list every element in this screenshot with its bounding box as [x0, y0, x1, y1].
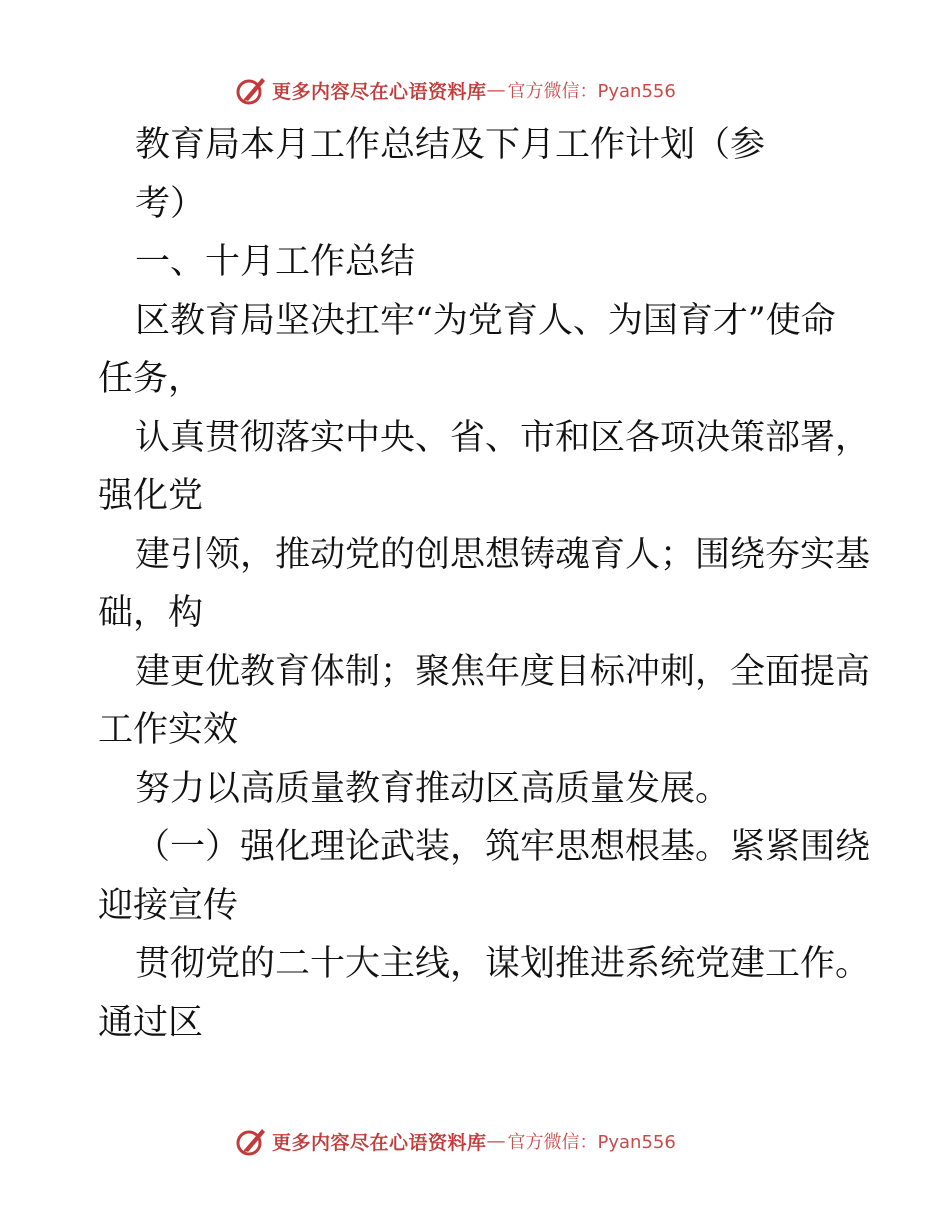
footer-banner[interactable]: [234, 1123, 676, 1159]
quill-pen-logo-icon: [234, 73, 268, 107]
paragraph-line: 建更优教育体制；聚焦年度目标冲刺，全面提高: [135, 651, 871, 692]
banner-separator: —: [486, 1130, 506, 1152]
paragraph-line: 认真贯彻落实中央、省、市和区各项决策部署，: [135, 417, 871, 458]
paragraph-line: 努力以高质量教育推动区高质量发展。: [135, 768, 731, 809]
quill-pen-logo-icon: [234, 1124, 268, 1158]
banner-separator: —: [486, 79, 506, 101]
paragraph-line: 础，构: [98, 593, 204, 633]
doc-title-line-1: 教育局本月工作总结及下月工作计划（参: [135, 125, 766, 165]
banner-wechat: 官方微信：Pyan556: [507, 81, 676, 102]
paragraph-line: 工作实效: [98, 710, 239, 750]
paragraph-line: 建引领，推动党的创思想铸魂育人；围绕夯实基: [135, 534, 871, 575]
paragraph-line: 通过区: [98, 1002, 204, 1043]
banner-title: 更多内容尽在心语资料库: [272, 80, 487, 103]
subsection-heading-line: （一）强化理论武装，筑牢思想根基。紧紧围绕: [135, 827, 871, 867]
paragraph-line: 贯彻党的二十大主线，谋划推进系统党建工作。: [135, 944, 871, 984]
paragraph-line: 强化党: [98, 476, 204, 516]
doc-title-line-2: 考）: [135, 183, 206, 224]
paragraph-line: 任务，: [98, 359, 204, 399]
banner-title: 更多内容尽在心语资料库: [272, 1131, 487, 1154]
section-heading: 一、十月工作总结: [135, 242, 416, 282]
paragraph-line: 区教育局坚决扛牢“为党育人、为国育才”使命: [135, 300, 836, 341]
banner-wechat: 官方微信：Pyan556: [507, 1132, 676, 1153]
header-banner[interactable]: [234, 72, 676, 108]
paragraph-line: 迎接宣传: [98, 885, 239, 926]
document-body: [98, 116, 871, 1052]
